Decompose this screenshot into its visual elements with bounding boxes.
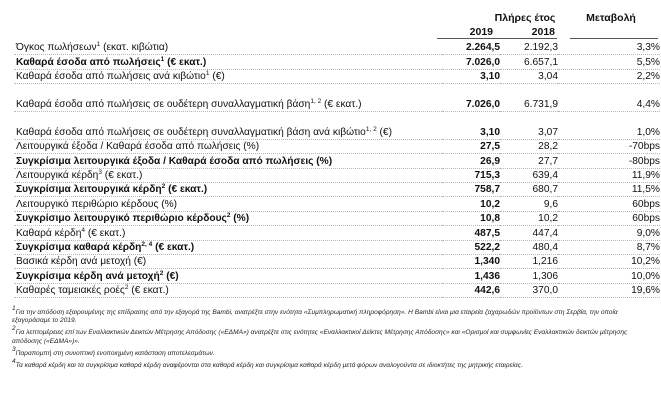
table-row <box>14 283 661 297</box>
footnote-number: 2 <box>12 325 16 333</box>
value-2018: 3,04 <box>538 71 558 83</box>
table-row <box>14 139 661 153</box>
value-change: 3,3% <box>636 42 660 54</box>
value-change: 11,5% <box>631 184 660 196</box>
value-change: 8,7% <box>636 241 660 253</box>
value-2018: 1,216 <box>532 256 558 268</box>
metric-label <box>14 197 442 211</box>
table-row <box>14 168 661 182</box>
metric-label-text: Συγκρίσιμα λειτουργικά έξοδα / Καθαρά έσοδα από πωλήσεις (%) <box>16 155 333 167</box>
metric-label <box>14 111 442 139</box>
value-2019: 1,340 <box>474 256 500 268</box>
metric-unit: (€) <box>209 71 225 83</box>
footnote <box>12 345 652 358</box>
value-change: -80bps <box>628 155 660 167</box>
value-2018: 3,07 <box>538 126 558 138</box>
value-2018: 1,306 <box>532 270 558 282</box>
footnote-ref: 1, 2 <box>365 125 377 133</box>
metric-unit: (€ εκατ.) <box>85 227 126 239</box>
value-2018: 2.192,3 <box>524 42 558 54</box>
footnote-ref: 2, 4 <box>141 240 153 248</box>
footnote-text: Τα καθαρά κέρδη και τα συγκρίσιμα καθαρά κέρδη αναφέρονται στα καθαρά κέρδη και συγκρίσιμα καθαρά κέρδη μετά φόρων αναλογούντα σε ιδιοκτήτες της μητρικής εταιρείας. <box>15 362 523 370</box>
metric-label <box>14 41 442 55</box>
metric-label-text: Συγκρίσιμα καθαρά κέρδη <box>16 241 142 253</box>
table-row <box>14 269 661 283</box>
value-2018: 370,0 <box>532 285 558 297</box>
metric-unit: (%) <box>230 213 250 225</box>
value-2019: 442,6 <box>474 285 500 297</box>
value-2018: 447,4 <box>532 227 558 239</box>
value-2018: 6.731,9 <box>524 98 558 110</box>
value-change: 1,0% <box>636 126 660 138</box>
value-2019: 10,8 <box>480 213 500 225</box>
metric-label <box>14 55 442 69</box>
footnote-ref: 2 <box>159 269 164 277</box>
footnote-text: Για λεπτομέρειες επί των Εναλλακτικών Δεικτών Μέτρησης Απόδοσης («ΕΔΜΑ») ανατρέξτε στις ενότητες «Εναλλακτικοί Δείκτες Μέτρησης Απόδοσης» και «Ορισμοί και συμφωνίες Εναλλακτικών δεικτών μέτρησης απόδοσης («ΕΔΜΑ»)». <box>12 329 628 345</box>
change-header: Μεταβολή <box>586 12 636 24</box>
metric-unit: (€ εκατ.) <box>128 285 169 297</box>
metric-unit: (€ εκατ.) <box>165 184 208 196</box>
table-row <box>14 254 661 268</box>
table-row <box>14 111 661 139</box>
value-2019: 2.264,5 <box>466 42 500 54</box>
year-previous-header: 2018 <box>531 26 555 38</box>
table-row <box>14 84 661 112</box>
value-2019: 3,10 <box>480 71 500 83</box>
metric-label-text: Καθαρά κέρδη <box>16 227 82 239</box>
value-change: 10,2% <box>631 256 660 268</box>
metric-label-text: Βασικά κέρδη ανά μετοχή (€) <box>16 256 147 268</box>
metric-label-text: Λειτουργικό περιθώριο κέρδους (%) <box>16 198 178 210</box>
value-2018: 9,6 <box>543 198 558 210</box>
metric-label-text: Όγκος πωλήσεων <box>16 42 97 54</box>
metric-label <box>14 283 442 297</box>
metric-label <box>14 182 442 196</box>
footnote-ref: 2 <box>161 183 166 191</box>
footnotes <box>12 305 652 374</box>
metric-label-text: Λειτουργικά κέρδη <box>16 169 99 181</box>
value-change: 9,0% <box>636 227 660 239</box>
header-rule-years <box>437 38 557 39</box>
period-header: Πλήρες έτος <box>494 12 556 24</box>
footnote-text: Για την απόδοση εξαιρουμένης της επίδρασης από την εξαγορά της Bambi, ανατρέξτε στην ενότητα «Συμπληρωματική πληροφόρηση». Η Bambi είναι μια εταιρεία ζαχαρωδών προϊόντων στη Σερβία, την οποία εξαγοράσαμε το 2019. <box>12 309 618 325</box>
metric-unit: (€ εκατ.) <box>164 56 207 68</box>
footnote-number: 3 <box>12 345 16 353</box>
value-change: 10,0% <box>631 270 660 282</box>
metric-label-text: Λειτουργικά έξοδα / Καθαρά έσοδα από πωλήσεις (%) <box>16 141 260 153</box>
metric-label <box>14 168 442 182</box>
metric-label <box>14 139 442 153</box>
footnote-ref: 4 <box>81 226 86 234</box>
metric-label-text: Καθαρές ταμειακές ροές <box>16 285 125 297</box>
metric-label <box>14 240 442 254</box>
value-2018: 28,2 <box>538 141 558 153</box>
footnote-ref: 2 <box>124 284 129 292</box>
value-2018: 6.657,1 <box>524 56 558 68</box>
metric-unit: (€) <box>376 126 392 138</box>
metric-unit: (εκατ. κιβώτια) <box>100 42 169 54</box>
value-change: 2,2% <box>636 71 660 83</box>
metric-label-text: Καθαρά έσοδα από πωλήσεις σε ουδέτερη συναλλαγματική βάση ανά κιβώτιο <box>16 126 366 138</box>
value-change: 5,5% <box>636 56 660 68</box>
value-2019: 10,2 <box>480 198 500 210</box>
value-2019: 1,436 <box>474 270 500 282</box>
value-2019: 758,7 <box>474 184 500 196</box>
header-rule-change <box>570 38 658 39</box>
metric-label-text: Συγκρίσιμα λειτουργικά κέρδη <box>16 184 162 196</box>
value-2018: 680,7 <box>532 184 558 196</box>
value-2018: 27,7 <box>538 155 558 167</box>
metric-unit: (€) <box>163 270 179 282</box>
metric-label-text: Καθαρά έσοδα από πωλήσεις σε ουδέτερη συναλλαγματική βάση <box>16 98 311 110</box>
value-change: 60bps <box>632 213 660 225</box>
footnote-number: 4 <box>12 358 16 366</box>
footnote-ref: 1, 2 <box>310 97 322 105</box>
footnote-ref: 1 <box>205 70 210 78</box>
footnote <box>12 305 652 325</box>
value-2018: 480,4 <box>532 241 558 253</box>
metric-label <box>14 211 442 225</box>
footnote-number: 1 <box>12 305 16 312</box>
metric-unit: (€ εκατ.) <box>152 241 195 253</box>
metric-label <box>14 254 442 268</box>
value-change: 60bps <box>632 198 660 210</box>
table-row <box>14 69 661 83</box>
metric-label <box>14 69 442 83</box>
metric-unit: (€ εκατ.) <box>101 169 143 181</box>
value-2019: 7.026,0 <box>466 56 500 68</box>
footnote <box>12 358 652 370</box>
value-2018: 639,4 <box>532 169 558 181</box>
value-2018: 10,2 <box>538 213 558 225</box>
value-2019: 522,2 <box>474 241 500 253</box>
table-row <box>14 154 661 168</box>
table-row <box>14 182 661 196</box>
value-change: 19,6% <box>631 285 660 297</box>
value-change: -70bps <box>628 141 660 153</box>
value-2019: 715,3 <box>474 169 500 181</box>
metric-label <box>14 269 442 283</box>
metric-label <box>14 226 442 240</box>
footnote-ref: 1 <box>96 41 101 49</box>
table-row <box>14 197 661 211</box>
metric-label <box>14 154 442 168</box>
financial-metrics-table <box>14 41 661 298</box>
table-row <box>14 211 661 225</box>
footnote-ref: 2 <box>226 212 231 220</box>
table-row <box>14 55 661 69</box>
footnote-text: Παραπομπή στη συνοπτική ενοποιημένη κατάσταση αποτελεσμάτων. <box>15 349 215 357</box>
value-2019: 7.026,0 <box>466 98 500 110</box>
table-row <box>14 41 661 55</box>
footnote-ref: 1 <box>160 55 165 63</box>
table-row <box>14 226 661 240</box>
metric-label <box>14 84 442 112</box>
metric-unit: (€ εκατ.) <box>321 98 362 110</box>
metric-label-text: Καθαρά έσοδα από πωλήσεις ανά κιβώτιο <box>16 71 206 83</box>
metric-label-text: Συγκρίσιμο λειτουργικό περιθώριο κέρδους <box>16 213 227 225</box>
footnote-ref: 3 <box>98 168 102 176</box>
value-change: 11,9% <box>631 169 660 181</box>
metric-label-text: Καθαρά έσοδα από πωλήσεις <box>16 56 161 68</box>
value-2019: 487,5 <box>474 227 500 239</box>
metric-label-text: Συγκρίσιμα κέρδη ανά μετοχή <box>16 270 160 282</box>
value-2019: 26,9 <box>480 155 500 167</box>
value-change: 4,4% <box>636 98 660 110</box>
value-2019: 27,5 <box>480 141 500 153</box>
value-2019: 3,10 <box>480 126 500 138</box>
footnote <box>12 325 652 345</box>
year-current-header: 2019 <box>469 26 493 38</box>
table-row <box>14 240 661 254</box>
